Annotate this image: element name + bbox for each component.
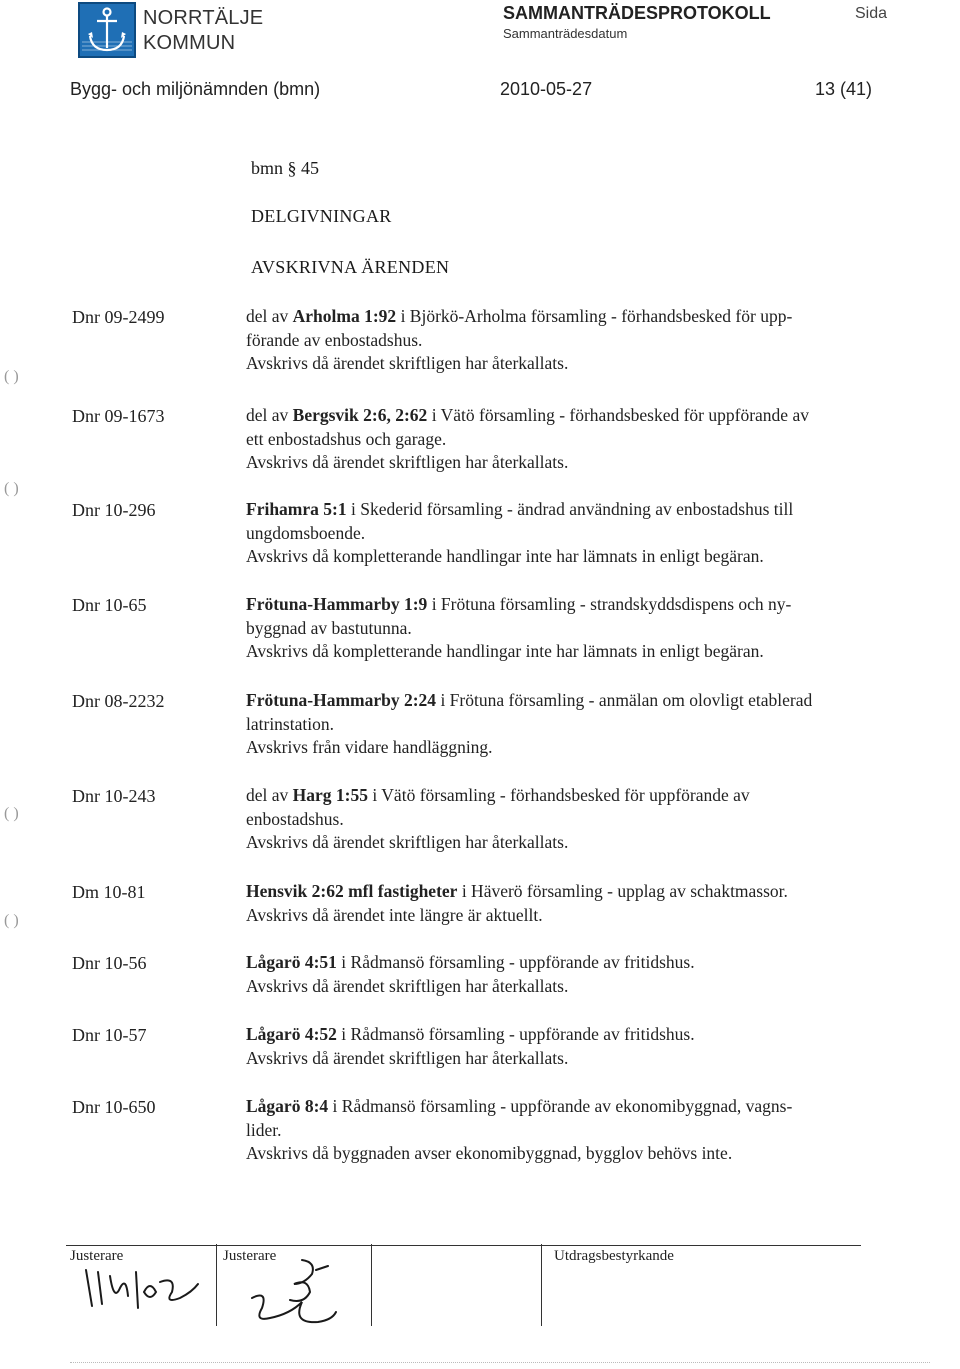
- entry-decision: Avskrivs då ärendet skriftligen har återkallats.: [246, 1047, 569, 1068]
- org-name-line2: KOMMUN: [143, 32, 236, 54]
- entry-text: i Rådmansö församling - uppförande av fritidshus.: [336, 952, 695, 972]
- entry-body: [246, 784, 908, 855]
- entry-dnr: Dnr 10-57: [72, 1025, 147, 1045]
- utdragsbestyrkande-label: Utdragsbestyrkande: [554, 1248, 674, 1264]
- entry-body: [246, 1095, 908, 1166]
- footer-column-divider: [541, 1244, 542, 1326]
- margin-mark: ( ): [4, 480, 19, 497]
- entry-dnr: Dnr 10-243: [72, 786, 156, 806]
- entry-property: Lågarö 4:52: [246, 1024, 337, 1044]
- entry-description: [246, 498, 908, 545]
- entry-property: Lågarö 8:4: [246, 1096, 329, 1116]
- document-subtitle: Sammanträdesdatum: [503, 26, 628, 41]
- entry-decision: Avskrivs från vidare handläggning.: [246, 737, 493, 757]
- entry-dnr: Dnr 09-1673: [72, 406, 165, 426]
- entry-description: [246, 593, 908, 640]
- entry-text: i Frötuna församling - anmälan om olovligt etablerad latrinstation.: [246, 690, 813, 734]
- entry-description: [246, 1023, 908, 1047]
- entry-decision: Avskrivs då kompletterande handlingar inte har lämnats in enligt begäran.: [246, 641, 764, 661]
- entry-dnr: Dnr 09-2499: [72, 307, 165, 327]
- entry-property: Bergsvik 2:6, 2:62: [292, 405, 428, 425]
- footer-column-divider: [371, 1244, 372, 1326]
- entry-body: [246, 404, 908, 475]
- entry-text: i Skederid församling - ändrad användning av enbostadshus till ungdomsboende.: [246, 499, 794, 543]
- entry-text: i Rådmansö församling - uppförande av fritidshus.: [336, 1024, 695, 1044]
- entry-lead-text: del av: [246, 785, 293, 805]
- entry-description: [246, 880, 908, 904]
- margin-mark: ( ): [4, 368, 19, 385]
- entry-body: [246, 1023, 908, 1070]
- entry-body: [246, 689, 908, 760]
- entry-decision: Avskrivs då ärendet skriftligen har återkallats.: [246, 452, 569, 472]
- justerare-label-1: Justerare: [70, 1248, 124, 1264]
- bottom-edge: [70, 1362, 930, 1364]
- entry-lead-text: del av: [246, 405, 293, 425]
- entry-decision: Avskrivs då kompletterande handlingar inte har lämnats in enligt begäran.: [246, 546, 764, 566]
- entry-text: i Rådmansö församling - uppförande av ekonomibyggnad, vagns- lider.: [246, 1096, 793, 1140]
- entry-property: Hensvik 2:62 mfl fastigheter: [246, 881, 458, 901]
- entry-text: i Björkö-Arholma församling - förhandsbesked för upp- förande av enbostadshus.: [246, 306, 793, 350]
- document-title: SAMMANTRÄDESPROTOKOLL: [503, 3, 771, 23]
- crest-icon: [78, 2, 136, 58]
- entry-property: Lågarö 4:51: [246, 952, 337, 972]
- entry-decision: Avskrivs då ärendet skriftligen har återkallats.: [246, 832, 569, 852]
- entry-text: i Vätö församling - förhandsbesked för uppförande av enbostadshus.: [246, 785, 750, 829]
- entry-dnr: Dnr 08-2232: [72, 691, 165, 711]
- committee-name: Bygg- och miljönämnden (bmn): [70, 79, 321, 99]
- footer-column-divider: [216, 1244, 217, 1326]
- entry-property: Harg 1:55: [292, 785, 368, 805]
- entry-description: [246, 1095, 908, 1142]
- section-title: DELGIVNINGAR: [251, 206, 392, 226]
- org-name-line1: NORRTÄLJE: [143, 7, 264, 29]
- page-number: 13 (41): [815, 79, 873, 99]
- entry-description: [246, 951, 908, 975]
- footer-divider: [66, 1245, 861, 1246]
- entry-property: Frihamra 5:1: [246, 499, 347, 519]
- entry-body: [246, 498, 908, 569]
- entry-description: [246, 689, 908, 736]
- entry-text: i Frötuna församling - strandskyddsdispens och ny- byggnad av bastutunna.: [246, 594, 792, 638]
- paragraph-number: bmn § 45: [251, 158, 320, 178]
- section-subtitle: AVSKRIVNA ÄRENDEN: [251, 257, 450, 277]
- entry-body: [246, 880, 908, 927]
- entry-decision: Avskrivs då byggnaden avser ekonomibyggnad, bygglov behövs inte.: [246, 1143, 733, 1163]
- entry-property: Arholma 1:92: [292, 306, 397, 326]
- signature-1: [80, 1262, 210, 1332]
- entry-description: [246, 305, 908, 352]
- margin-mark: ( ): [4, 805, 19, 822]
- entry-body: [246, 593, 908, 664]
- entry-text: i Vätö församling - förhandsbesked för uppförande av ett enbostadshus och garage.: [246, 405, 809, 449]
- entry-body: [246, 951, 908, 998]
- organization-name: [143, 6, 263, 56]
- entry-property: Frötuna-Hammarby 1:9: [246, 594, 428, 614]
- margin-mark: ( ): [4, 912, 19, 929]
- municipality-logo: [78, 2, 136, 58]
- entry-dnr: Dm 10-81: [72, 882, 146, 902]
- entry-dnr: Dnr 10-650: [72, 1097, 156, 1117]
- entry-dnr: Dnr 10-65: [72, 595, 147, 615]
- entry-decision: Avskrivs då ärendet skriftligen har återkallats.: [246, 975, 569, 996]
- entry-decision: Avskrivs då ärendet skriftligen har återkallats.: [246, 353, 569, 373]
- page-label: Sida: [855, 5, 888, 22]
- signature-2: [232, 1258, 362, 1333]
- entry-body: [246, 305, 908, 376]
- justerare-label-2: Justerare: [223, 1248, 277, 1264]
- entry-dnr: Dnr 10-56: [72, 953, 147, 973]
- entry-description: [246, 784, 908, 831]
- entry-lead-text: del av: [246, 306, 293, 326]
- entry-dnr: Dnr 10-296: [72, 500, 156, 520]
- entry-property: Frötuna-Hammarby 2:24: [246, 690, 437, 710]
- entry-decision: Avskrivs då ärendet inte längre är aktuellt.: [246, 904, 543, 925]
- entry-text: i Häverö församling - upplag av schaktmassor.: [457, 881, 788, 901]
- entry-description: [246, 404, 908, 451]
- meeting-date: 2010-05-27: [500, 79, 593, 99]
